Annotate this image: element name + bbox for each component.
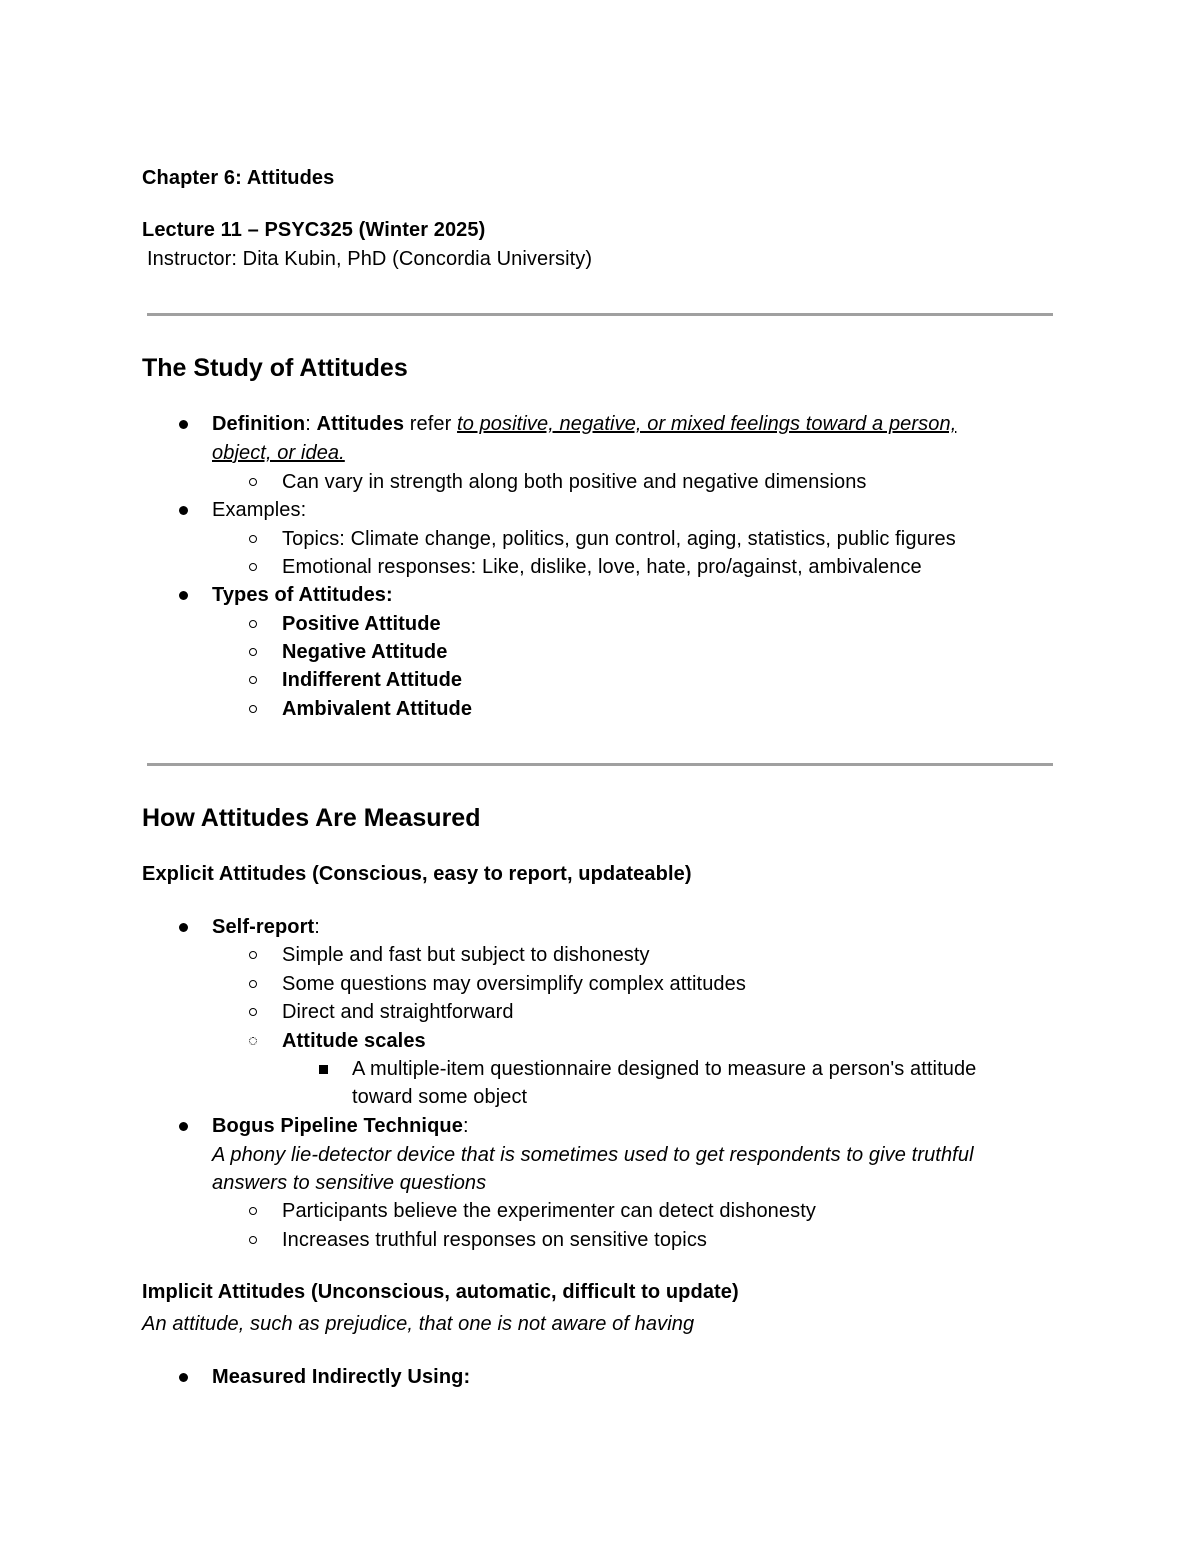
examples-item: Topics: Climate change, politics, gun control, aging, statistics, public figures	[282, 528, 956, 550]
bullet-icon	[179, 420, 188, 429]
bogus-pipeline-desc-line1: A phony lie-detector device that is sometimes used to get respondents to give truthful	[212, 1144, 974, 1166]
instructor-line: Instructor: Dita Kubin, PhD (Concordia University)	[147, 248, 593, 270]
examples-item: Emotional responses: Like, dislike, love, hate, pro/against, ambivalence	[282, 556, 922, 578]
attitude-scales-label: Attitude scales	[282, 1030, 426, 1052]
types-item: Indifferent Attitude	[282, 669, 463, 691]
section-heading-measured: How Attitudes Are Measured	[142, 804, 481, 832]
circle-bullet-icon	[249, 951, 257, 959]
bullet-icon	[179, 506, 188, 515]
definition-text-line1: to positive, negative, or mixed feelings toward a person,	[457, 413, 957, 435]
circle-bullet-icon	[249, 1008, 257, 1016]
definition-subitem: Can vary in strength along both positive and negative dimensions	[282, 471, 867, 493]
definition-colon: :	[305, 413, 317, 435]
definition-refer: refer	[404, 413, 458, 435]
circle-bullet-icon	[249, 563, 257, 571]
self-report-subitem: Simple and fast but subject to dishonesty	[282, 944, 650, 966]
types-item: Ambivalent Attitude	[282, 698, 473, 720]
circle-bullet-icon	[249, 705, 257, 713]
definition-label: Definition	[212, 413, 306, 435]
examples-label: Examples:	[212, 499, 307, 521]
lecture-title: Lecture 11 – PSYC325 (Winter 2025)	[142, 219, 486, 241]
bogus-pipeline-colon: :	[462, 1115, 469, 1137]
definition-text-line2: object, or idea.	[212, 442, 345, 464]
circle-bullet-icon	[249, 980, 257, 988]
bogus-pipeline-subitem: Increases truthful responses on sensitive topics	[282, 1229, 708, 1251]
square-bullet-icon	[319, 1065, 328, 1074]
circle-bullet-icon	[249, 535, 257, 543]
self-report-subitem: Direct and straightforward	[282, 1001, 514, 1023]
types-item: Positive Attitude	[282, 613, 441, 635]
bullet-icon	[179, 1373, 188, 1382]
explicit-heading: Explicit Attitudes (Conscious, easy to report, updateable)	[142, 863, 692, 885]
chapter-title: Chapter 6: Attitudes	[142, 167, 335, 189]
bogus-pipeline-label: Bogus Pipeline Technique	[212, 1115, 463, 1137]
implicit-definition: An attitude, such as prejudice, that one is not aware of having	[142, 1313, 695, 1335]
horizontal-divider	[147, 763, 1053, 766]
bogus-pipeline-desc-line2: answers to sensitive questions	[212, 1172, 487, 1194]
types-label: Types of Attitudes:	[212, 584, 393, 606]
circle-bullet-icon	[249, 1236, 257, 1244]
circle-bullet-icon	[249, 478, 257, 486]
self-report-subitem: Some questions may oversimplify complex attitudes	[282, 973, 746, 995]
circle-bullet-icon	[249, 620, 257, 628]
attitude-scales-desc-line2: toward some object	[352, 1086, 528, 1108]
horizontal-divider	[147, 313, 1053, 316]
circle-bullet-icon	[249, 676, 257, 684]
definition-item	[212, 411, 956, 437]
self-report-colon: :	[314, 916, 320, 938]
bogus-pipeline-subitem: Participants believe the experimenter can detect dishonesty	[282, 1200, 816, 1222]
dotted-circle-bullet-icon	[249, 1037, 257, 1045]
bullet-icon	[179, 1122, 188, 1131]
attitude-scales-desc-line1: A multiple-item questionnaire designed to measure a person's attitude	[352, 1058, 977, 1080]
types-item: Negative Attitude	[282, 641, 448, 663]
self-report-item	[212, 914, 320, 940]
circle-bullet-icon	[249, 1207, 257, 1215]
self-report-label: Self-report	[212, 916, 315, 938]
section-heading-study: The Study of Attitudes	[142, 354, 408, 382]
bogus-pipeline-item	[212, 1113, 469, 1139]
measured-indirectly-label: Measured Indirectly Using:	[212, 1366, 471, 1388]
bullet-icon	[179, 591, 188, 600]
definition-term: Attitudes	[316, 413, 405, 435]
circle-bullet-icon	[249, 648, 257, 656]
implicit-heading: Implicit Attitudes (Unconscious, automatic, difficult to update)	[142, 1281, 739, 1303]
bullet-icon	[179, 923, 188, 932]
